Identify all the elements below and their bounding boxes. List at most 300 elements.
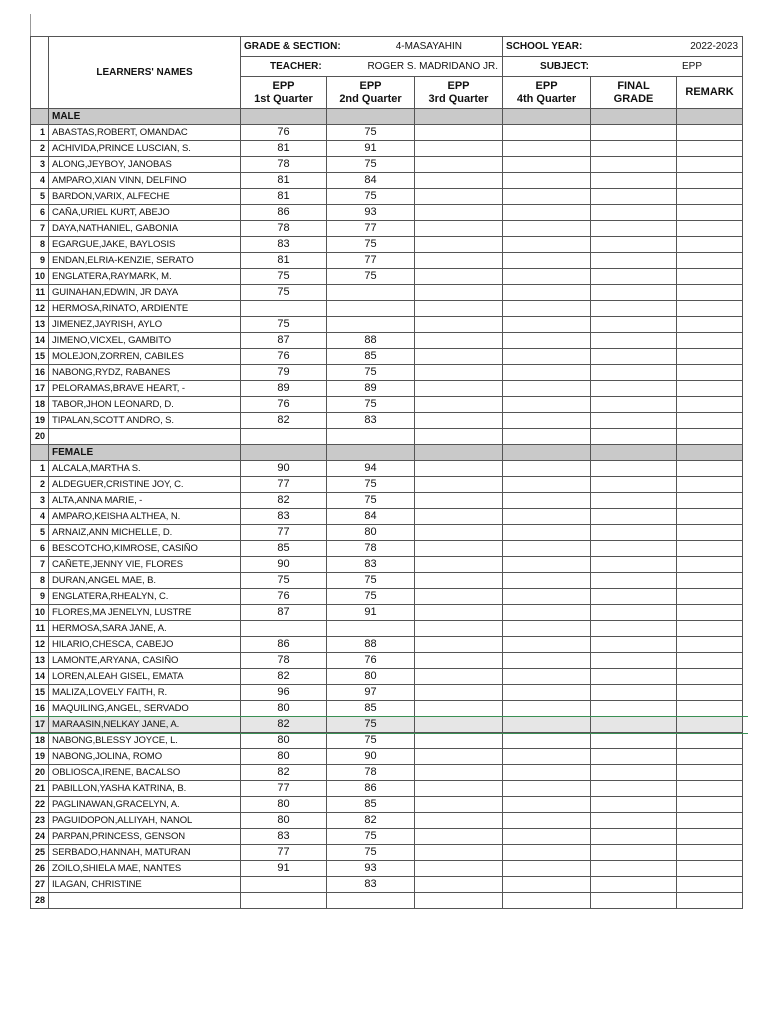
q4-grade[interactable] <box>503 397 591 413</box>
remark[interactable] <box>677 717 743 733</box>
q3-grade[interactable] <box>415 749 503 765</box>
row-number[interactable]: 16 <box>31 365 49 381</box>
remark[interactable] <box>677 237 743 253</box>
q3-grade[interactable] <box>415 221 503 237</box>
q3-grade[interactable] <box>415 653 503 669</box>
row-number[interactable]: 11 <box>31 285 49 301</box>
q2-grade[interactable]: 82 <box>327 813 415 829</box>
learner-name[interactable]: CAÑA,URIEL KURT, ABEJO <box>49 205 241 221</box>
learner-name[interactable]: TIPALAN,SCOTT ANDRO, S. <box>49 413 241 429</box>
q1-grade[interactable]: 80 <box>241 813 327 829</box>
q3-grade[interactable] <box>415 509 503 525</box>
q4-grade[interactable] <box>503 365 591 381</box>
q1-grade[interactable] <box>241 621 327 637</box>
q4-grade[interactable] <box>503 781 591 797</box>
row-number[interactable]: 23 <box>31 813 49 829</box>
remark[interactable] <box>677 509 743 525</box>
q1-grade[interactable]: 77 <box>241 477 327 493</box>
q2-grade[interactable]: 84 <box>327 509 415 525</box>
q1-grade[interactable]: 79 <box>241 365 327 381</box>
q4-grade[interactable] <box>503 429 591 445</box>
learner-name[interactable] <box>49 893 241 909</box>
q4-grade[interactable] <box>503 221 591 237</box>
remark[interactable] <box>677 413 743 429</box>
learner-name[interactable]: HERMOSA,SARA JANE, A. <box>49 621 241 637</box>
q4-grade[interactable] <box>503 477 591 493</box>
row-number[interactable]: 7 <box>31 557 49 573</box>
remark[interactable] <box>677 157 743 173</box>
final-grade[interactable] <box>591 285 677 301</box>
remark[interactable] <box>677 141 743 157</box>
final-grade[interactable] <box>591 685 677 701</box>
q3-grade[interactable] <box>415 237 503 253</box>
q1-grade[interactable]: 83 <box>241 829 327 845</box>
q4-grade[interactable] <box>503 845 591 861</box>
q1-grade[interactable]: 83 <box>241 237 327 253</box>
row-number[interactable]: 13 <box>31 317 49 333</box>
final-grade[interactable] <box>591 717 677 733</box>
q4-grade[interactable] <box>503 157 591 173</box>
row-number[interactable]: 24 <box>31 829 49 845</box>
q4-grade[interactable] <box>503 861 591 877</box>
remark[interactable] <box>677 861 743 877</box>
row-number[interactable]: 15 <box>31 349 49 365</box>
row-number[interactable]: 11 <box>31 621 49 637</box>
learner-name[interactable]: BESCOTCHO,KIMROSE, CASIÑO <box>49 541 241 557</box>
q4-grade[interactable] <box>503 237 591 253</box>
learner-name[interactable]: MAQUILING,ANGEL, SERVADO <box>49 701 241 717</box>
q2-grade[interactable]: 75 <box>327 157 415 173</box>
q3-grade[interactable] <box>415 349 503 365</box>
q3-grade[interactable] <box>415 525 503 541</box>
final-grade[interactable] <box>591 605 677 621</box>
final-grade[interactable] <box>591 877 677 893</box>
q3-grade[interactable] <box>415 573 503 589</box>
learner-name[interactable]: ALONG,JEYBOY, JANOBAS <box>49 157 241 173</box>
q3-grade[interactable] <box>415 797 503 813</box>
q4-grade[interactable] <box>503 653 591 669</box>
remark[interactable] <box>677 493 743 509</box>
final-grade[interactable] <box>591 701 677 717</box>
row-number[interactable]: 9 <box>31 589 49 605</box>
q1-grade[interactable]: 82 <box>241 765 327 781</box>
q2-grade[interactable]: 90 <box>327 749 415 765</box>
q3-grade[interactable] <box>415 845 503 861</box>
q3-grade[interactable] <box>415 285 503 301</box>
final-grade[interactable] <box>591 525 677 541</box>
q2-grade[interactable]: 80 <box>327 669 415 685</box>
q2-grade[interactable] <box>327 301 415 317</box>
learner-name[interactable]: ACHIVIDA,PRINCE LUSCIAN, S. <box>49 141 241 157</box>
remark[interactable] <box>677 365 743 381</box>
remark[interactable] <box>677 813 743 829</box>
q3-grade[interactable] <box>415 685 503 701</box>
q1-grade[interactable]: 87 <box>241 333 327 349</box>
q3-grade[interactable] <box>415 477 503 493</box>
q4-grade[interactable] <box>503 413 591 429</box>
remark[interactable] <box>677 333 743 349</box>
remark[interactable] <box>677 845 743 861</box>
final-grade[interactable] <box>591 301 677 317</box>
q3-grade[interactable] <box>415 893 503 909</box>
q3-grade[interactable] <box>415 813 503 829</box>
q4-grade[interactable] <box>503 525 591 541</box>
final-grade[interactable] <box>591 397 677 413</box>
row-number[interactable]: 26 <box>31 861 49 877</box>
q2-grade[interactable]: 75 <box>327 573 415 589</box>
q4-grade[interactable] <box>503 637 591 653</box>
q4-grade[interactable] <box>503 813 591 829</box>
learner-name[interactable]: ALCALA,MARTHA S. <box>49 461 241 477</box>
final-grade[interactable] <box>591 349 677 365</box>
q4-grade[interactable] <box>503 589 591 605</box>
learner-name[interactable]: AMPARO,KEISHA ALTHEA, N. <box>49 509 241 525</box>
q1-grade[interactable] <box>241 301 327 317</box>
row-number[interactable]: 1 <box>31 461 49 477</box>
row-number[interactable]: 10 <box>31 605 49 621</box>
final-grade[interactable] <box>591 141 677 157</box>
learner-name[interactable]: PABILLON,YASHA KATRINA, B. <box>49 781 241 797</box>
q3-grade[interactable] <box>415 301 503 317</box>
q1-grade[interactable]: 80 <box>241 797 327 813</box>
row-number[interactable]: 6 <box>31 205 49 221</box>
q2-grade[interactable]: 93 <box>327 205 415 221</box>
q1-grade[interactable] <box>241 893 327 909</box>
final-grade[interactable] <box>591 573 677 589</box>
final-grade[interactable] <box>591 893 677 909</box>
q4-grade[interactable] <box>503 573 591 589</box>
final-grade[interactable] <box>591 173 677 189</box>
final-grade[interactable] <box>591 365 677 381</box>
q4-grade[interactable] <box>503 141 591 157</box>
q4-grade[interactable] <box>503 701 591 717</box>
q3-grade[interactable] <box>415 861 503 877</box>
learner-name[interactable]: PAGLINAWAN,GRACELYN, A. <box>49 797 241 813</box>
q3-grade[interactable] <box>415 189 503 205</box>
row-number[interactable]: 4 <box>31 509 49 525</box>
q2-grade[interactable]: 77 <box>327 253 415 269</box>
remark[interactable] <box>677 685 743 701</box>
remark[interactable] <box>677 477 743 493</box>
q1-grade[interactable]: 77 <box>241 781 327 797</box>
row-number[interactable]: 18 <box>31 733 49 749</box>
q1-grade[interactable]: 78 <box>241 653 327 669</box>
q1-grade[interactable] <box>241 429 327 445</box>
row-number[interactable]: 19 <box>31 413 49 429</box>
q4-grade[interactable] <box>503 765 591 781</box>
q1-grade[interactable]: 90 <box>241 557 327 573</box>
q3-grade[interactable] <box>415 333 503 349</box>
row-number[interactable]: 22 <box>31 797 49 813</box>
row-number[interactable]: 18 <box>31 397 49 413</box>
learner-name[interactable]: ARNAIZ,ANN MICHELLE, D. <box>49 525 241 541</box>
q2-grade[interactable]: 80 <box>327 525 415 541</box>
final-grade[interactable] <box>591 429 677 445</box>
remark[interactable] <box>677 221 743 237</box>
q4-grade[interactable] <box>503 333 591 349</box>
q1-grade[interactable]: 82 <box>241 669 327 685</box>
q1-grade[interactable]: 76 <box>241 349 327 365</box>
q2-grade[interactable]: 93 <box>327 861 415 877</box>
row-number[interactable]: 2 <box>31 141 49 157</box>
learner-name[interactable]: OBLIOSCA,IRENE, BACALSO <box>49 765 241 781</box>
q2-grade[interactable]: 91 <box>327 605 415 621</box>
q2-grade[interactable]: 75 <box>327 845 415 861</box>
remark[interactable] <box>677 301 743 317</box>
learner-name[interactable]: HILARIO,CHESCA, CABEJO <box>49 637 241 653</box>
q4-grade[interactable] <box>503 717 591 733</box>
row-number[interactable]: 12 <box>31 301 49 317</box>
q3-grade[interactable] <box>415 733 503 749</box>
q2-grade[interactable]: 75 <box>327 125 415 141</box>
row-number[interactable]: 4 <box>31 173 49 189</box>
q1-grade[interactable]: 77 <box>241 525 327 541</box>
q1-grade[interactable]: 81 <box>241 141 327 157</box>
final-grade[interactable] <box>591 509 677 525</box>
q2-grade[interactable]: 75 <box>327 829 415 845</box>
q1-grade[interactable]: 82 <box>241 413 327 429</box>
final-grade[interactable] <box>591 765 677 781</box>
q3-grade[interactable] <box>415 413 503 429</box>
row-number[interactable]: 17 <box>31 381 49 397</box>
row-number[interactable]: 12 <box>31 637 49 653</box>
final-grade[interactable] <box>591 461 677 477</box>
q2-grade[interactable]: 89 <box>327 381 415 397</box>
q1-grade[interactable]: 75 <box>241 317 327 333</box>
q1-grade[interactable]: 75 <box>241 269 327 285</box>
row-number[interactable]: 3 <box>31 493 49 509</box>
q2-grade[interactable]: 94 <box>327 461 415 477</box>
final-grade[interactable] <box>591 493 677 509</box>
final-grade[interactable] <box>591 781 677 797</box>
q1-grade[interactable]: 76 <box>241 589 327 605</box>
remark[interactable] <box>677 621 743 637</box>
q4-grade[interactable] <box>503 557 591 573</box>
q4-grade[interactable] <box>503 685 591 701</box>
remark[interactable] <box>677 829 743 845</box>
learner-name[interactable]: LAMONTE,ARYANA, CASIÑO <box>49 653 241 669</box>
row-number[interactable]: 16 <box>31 701 49 717</box>
q3-grade[interactable] <box>415 829 503 845</box>
q4-grade[interactable] <box>503 749 591 765</box>
q1-grade[interactable]: 82 <box>241 493 327 509</box>
row-number[interactable]: 10 <box>31 269 49 285</box>
row-number[interactable]: 6 <box>31 541 49 557</box>
remark[interactable] <box>677 397 743 413</box>
q3-grade[interactable] <box>415 605 503 621</box>
remark[interactable] <box>677 701 743 717</box>
row-number[interactable]: 28 <box>31 893 49 909</box>
learner-name[interactable]: NABONG,RYDZ, RABANES <box>49 365 241 381</box>
final-grade[interactable] <box>591 621 677 637</box>
q3-grade[interactable] <box>415 253 503 269</box>
row-number[interactable]: 2 <box>31 477 49 493</box>
q2-grade[interactable]: 75 <box>327 589 415 605</box>
learner-name[interactable]: CAÑETE,JENNY VIE, FLORES <box>49 557 241 573</box>
learner-name[interactable]: ENDAN,ELRIA-KENZIE, SERATO <box>49 253 241 269</box>
q3-grade[interactable] <box>415 589 503 605</box>
q1-grade[interactable]: 78 <box>241 221 327 237</box>
q2-grade[interactable]: 85 <box>327 701 415 717</box>
row-number[interactable]: 25 <box>31 845 49 861</box>
q2-grade[interactable]: 88 <box>327 637 415 653</box>
q4-grade[interactable] <box>503 317 591 333</box>
q2-grade[interactable]: 91 <box>327 141 415 157</box>
q2-grade[interactable]: 88 <box>327 333 415 349</box>
learner-name[interactable]: ABASTAS,ROBERT, OMANDAC <box>49 125 241 141</box>
q3-grade[interactable] <box>415 429 503 445</box>
q4-grade[interactable] <box>503 189 591 205</box>
q1-grade[interactable]: 80 <box>241 701 327 717</box>
q4-grade[interactable] <box>503 461 591 477</box>
q1-grade[interactable]: 80 <box>241 749 327 765</box>
row-number[interactable]: 1 <box>31 125 49 141</box>
final-grade[interactable] <box>591 797 677 813</box>
q4-grade[interactable] <box>503 381 591 397</box>
q1-grade[interactable]: 87 <box>241 605 327 621</box>
q2-grade[interactable]: 83 <box>327 413 415 429</box>
q4-grade[interactable] <box>503 493 591 509</box>
remark[interactable] <box>677 381 743 397</box>
q4-grade[interactable] <box>503 797 591 813</box>
learner-name[interactable]: BARDON,VARIX, ALFECHE <box>49 189 241 205</box>
q1-grade[interactable]: 82 <box>241 717 327 733</box>
q3-grade[interactable] <box>415 381 503 397</box>
remark[interactable] <box>677 653 743 669</box>
remark[interactable] <box>677 733 743 749</box>
final-grade[interactable] <box>591 477 677 493</box>
q1-grade[interactable]: 75 <box>241 285 327 301</box>
q1-grade[interactable]: 76 <box>241 397 327 413</box>
q1-grade[interactable]: 86 <box>241 637 327 653</box>
q3-grade[interactable] <box>415 669 503 685</box>
q2-grade[interactable]: 75 <box>327 237 415 253</box>
final-grade[interactable] <box>591 253 677 269</box>
learner-name[interactable]: SERBADO,HANNAH, MATURAN <box>49 845 241 861</box>
q2-grade[interactable]: 75 <box>327 493 415 509</box>
row-number[interactable]: 7 <box>31 221 49 237</box>
learner-name[interactable]: ILAGAN, CHRISTINE <box>49 877 241 893</box>
q1-grade[interactable]: 89 <box>241 381 327 397</box>
row-number[interactable]: 13 <box>31 653 49 669</box>
learner-name[interactable]: PELORAMAS,BRAVE HEART, - <box>49 381 241 397</box>
q4-grade[interactable] <box>503 253 591 269</box>
remark[interactable] <box>677 349 743 365</box>
final-grade[interactable] <box>591 269 677 285</box>
q2-grade[interactable]: 75 <box>327 189 415 205</box>
q3-grade[interactable] <box>415 493 503 509</box>
remark[interactable] <box>677 605 743 621</box>
row-number[interactable]: 20 <box>31 765 49 781</box>
q3-grade[interactable] <box>415 877 503 893</box>
final-grade[interactable] <box>591 221 677 237</box>
q2-grade[interactable]: 75 <box>327 717 415 733</box>
final-grade[interactable] <box>591 125 677 141</box>
q3-grade[interactable] <box>415 157 503 173</box>
remark[interactable] <box>677 749 743 765</box>
q3-grade[interactable] <box>415 365 503 381</box>
remark[interactable] <box>677 781 743 797</box>
learner-name[interactable]: EGARGUE,JAKE, BAYLOSIS <box>49 237 241 253</box>
row-number[interactable]: 8 <box>31 237 49 253</box>
q3-grade[interactable] <box>415 557 503 573</box>
q3-grade[interactable] <box>415 125 503 141</box>
learner-name[interactable]: ALDEGUER,CRISTINE JOY, C. <box>49 477 241 493</box>
learner-name[interactable]: PAGUIDOPON,ALLIYAH, NANOL <box>49 813 241 829</box>
q2-grade[interactable] <box>327 317 415 333</box>
final-grade[interactable] <box>591 829 677 845</box>
remark[interactable] <box>677 877 743 893</box>
q3-grade[interactable] <box>415 621 503 637</box>
remark[interactable] <box>677 525 743 541</box>
final-grade[interactable] <box>591 317 677 333</box>
q1-grade[interactable]: 85 <box>241 541 327 557</box>
q2-grade[interactable]: 83 <box>327 877 415 893</box>
row-number[interactable]: 21 <box>31 781 49 797</box>
learner-name[interactable] <box>49 429 241 445</box>
q4-grade[interactable] <box>503 509 591 525</box>
q4-grade[interactable] <box>503 285 591 301</box>
q2-grade[interactable]: 97 <box>327 685 415 701</box>
q4-grade[interactable] <box>503 877 591 893</box>
final-grade[interactable] <box>591 205 677 221</box>
q3-grade[interactable] <box>415 205 503 221</box>
learner-name[interactable]: FLORES,MA JENELYN, LUSTRE <box>49 605 241 621</box>
final-grade[interactable] <box>591 653 677 669</box>
q3-grade[interactable] <box>415 173 503 189</box>
q3-grade[interactable] <box>415 781 503 797</box>
final-grade[interactable] <box>591 557 677 573</box>
q3-grade[interactable] <box>415 461 503 477</box>
q1-grade[interactable]: 75 <box>241 573 327 589</box>
remark[interactable] <box>677 189 743 205</box>
q4-grade[interactable] <box>503 349 591 365</box>
learner-name[interactable]: AMPARO,XIAN VINN, DELFINO <box>49 173 241 189</box>
q4-grade[interactable] <box>503 669 591 685</box>
remark[interactable] <box>677 573 743 589</box>
final-grade[interactable] <box>591 541 677 557</box>
row-number[interactable]: 19 <box>31 749 49 765</box>
remark[interactable] <box>677 893 743 909</box>
q1-grade[interactable] <box>241 877 327 893</box>
final-grade[interactable] <box>591 157 677 173</box>
q2-grade[interactable] <box>327 621 415 637</box>
q2-grade[interactable]: 75 <box>327 477 415 493</box>
learner-name[interactable]: ENGLATERA,RHEALYN, C. <box>49 589 241 605</box>
q4-grade[interactable] <box>503 829 591 845</box>
q2-grade[interactable]: 85 <box>327 797 415 813</box>
final-grade[interactable] <box>591 381 677 397</box>
q1-grade[interactable]: 81 <box>241 189 327 205</box>
q1-grade[interactable]: 86 <box>241 205 327 221</box>
final-grade[interactable] <box>591 413 677 429</box>
q2-grade[interactable]: 83 <box>327 557 415 573</box>
q2-grade[interactable]: 84 <box>327 173 415 189</box>
remark[interactable] <box>677 461 743 477</box>
q2-grade[interactable]: 75 <box>327 269 415 285</box>
q4-grade[interactable] <box>503 205 591 221</box>
q2-grade[interactable]: 86 <box>327 781 415 797</box>
q3-grade[interactable] <box>415 141 503 157</box>
q2-grade[interactable] <box>327 429 415 445</box>
remark[interactable] <box>677 589 743 605</box>
q3-grade[interactable] <box>415 701 503 717</box>
remark[interactable] <box>677 173 743 189</box>
q3-grade[interactable] <box>415 317 503 333</box>
final-grade[interactable] <box>591 237 677 253</box>
q1-grade[interactable]: 80 <box>241 733 327 749</box>
q1-grade[interactable]: 83 <box>241 509 327 525</box>
